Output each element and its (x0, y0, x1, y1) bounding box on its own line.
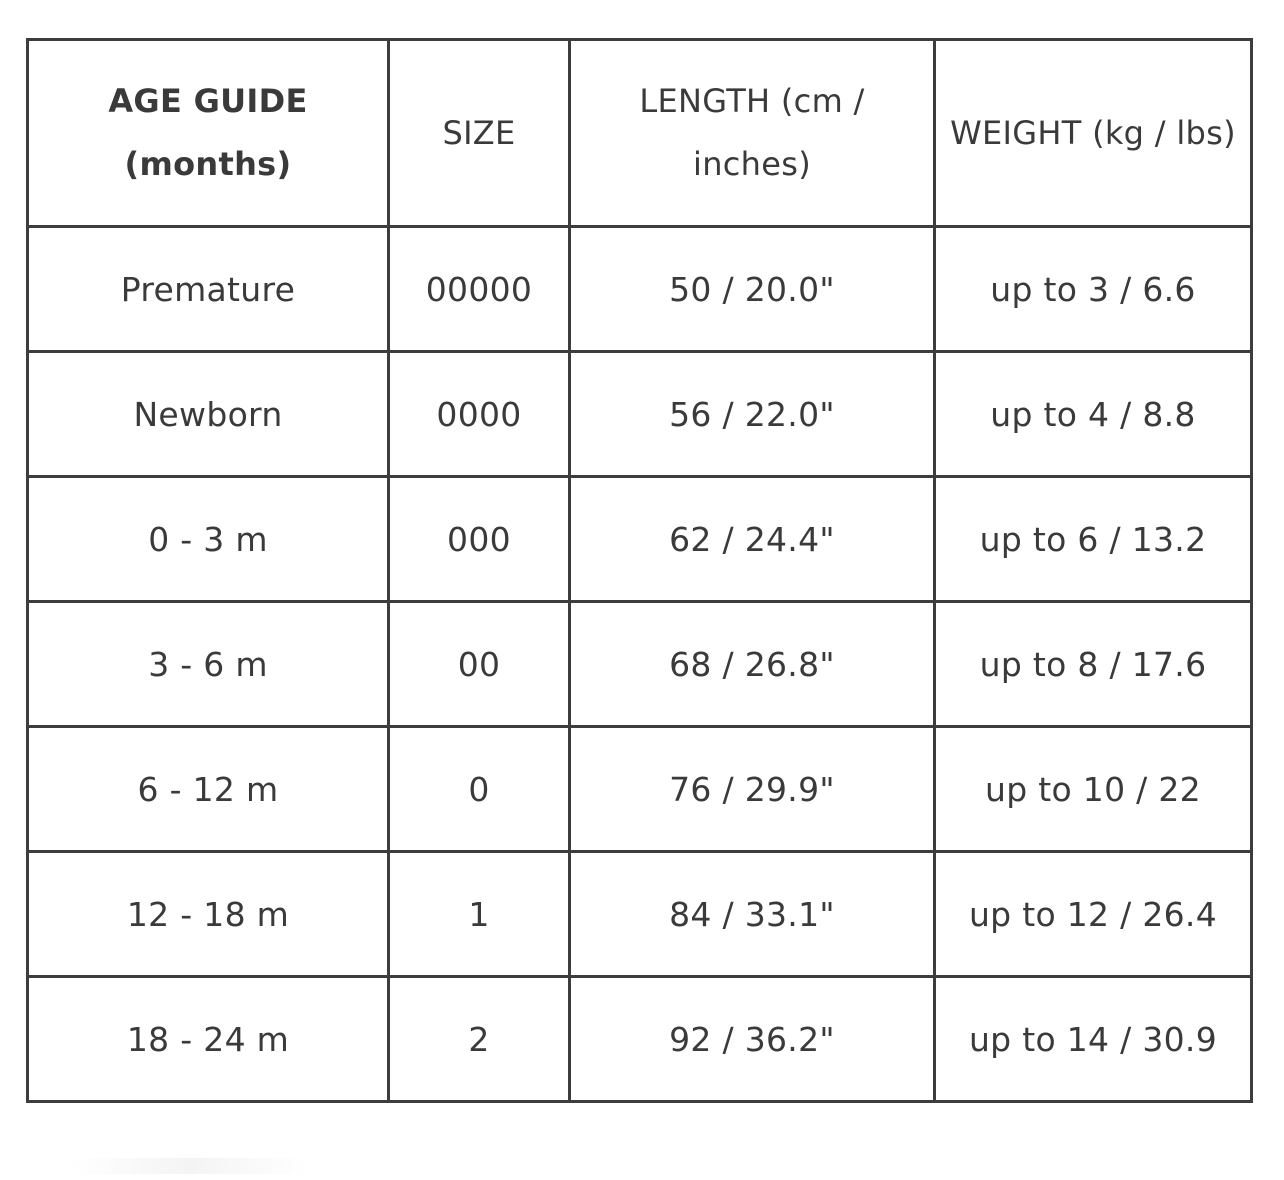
cell-age: Premature (28, 227, 389, 352)
cell-age: 3 - 6 m (28, 602, 389, 727)
cell-size: 1 (389, 852, 570, 977)
cell-age: 18 - 24 m (28, 977, 389, 1102)
cell-age: 6 - 12 m (28, 727, 389, 852)
cell-size: 000 (389, 477, 570, 602)
cell-length: 76 / 29.9" (570, 727, 935, 852)
size-chart-table (26, 38, 1253, 1103)
header-weight: WEIGHT (kg / lbs) (935, 40, 1252, 227)
header-age-guide: AGE GUIDE (months) (28, 40, 389, 227)
cell-age: 12 - 18 m (28, 852, 389, 977)
cell-size: 0000 (389, 352, 570, 477)
table-row (28, 352, 1252, 477)
cell-size: 0 (389, 727, 570, 852)
table-header-row (28, 40, 1252, 227)
cell-weight: up to 4 / 8.8 (935, 352, 1252, 477)
table-row (28, 852, 1252, 977)
cell-length: 50 / 20.0" (570, 227, 935, 352)
cell-weight: up to 3 / 6.6 (935, 227, 1252, 352)
table-row (28, 727, 1252, 852)
cell-length: 84 / 33.1" (570, 852, 935, 977)
cell-weight: up to 8 / 17.6 (935, 602, 1252, 727)
header-size: SIZE (389, 40, 570, 227)
cell-weight: up to 10 / 22 (935, 727, 1252, 852)
cell-age: Newborn (28, 352, 389, 477)
cell-length: 68 / 26.8" (570, 602, 935, 727)
cell-weight: up to 14 / 30.9 (935, 977, 1252, 1102)
table-row (28, 602, 1252, 727)
header-length: LENGTH (cm / inches) (570, 40, 935, 227)
cell-length: 92 / 36.2" (570, 977, 935, 1102)
cell-weight: up to 6 / 13.2 (935, 477, 1252, 602)
faded-footer-element (70, 1158, 310, 1174)
cell-age: 0 - 3 m (28, 477, 389, 602)
cell-size: 00000 (389, 227, 570, 352)
cell-size: 00 (389, 602, 570, 727)
cell-weight: up to 12 / 26.4 (935, 852, 1252, 977)
cell-size: 2 (389, 977, 570, 1102)
table-row (28, 977, 1252, 1102)
table-row (28, 227, 1252, 352)
table-row (28, 477, 1252, 602)
cell-length: 62 / 24.4" (570, 477, 935, 602)
cell-length: 56 / 22.0" (570, 352, 935, 477)
